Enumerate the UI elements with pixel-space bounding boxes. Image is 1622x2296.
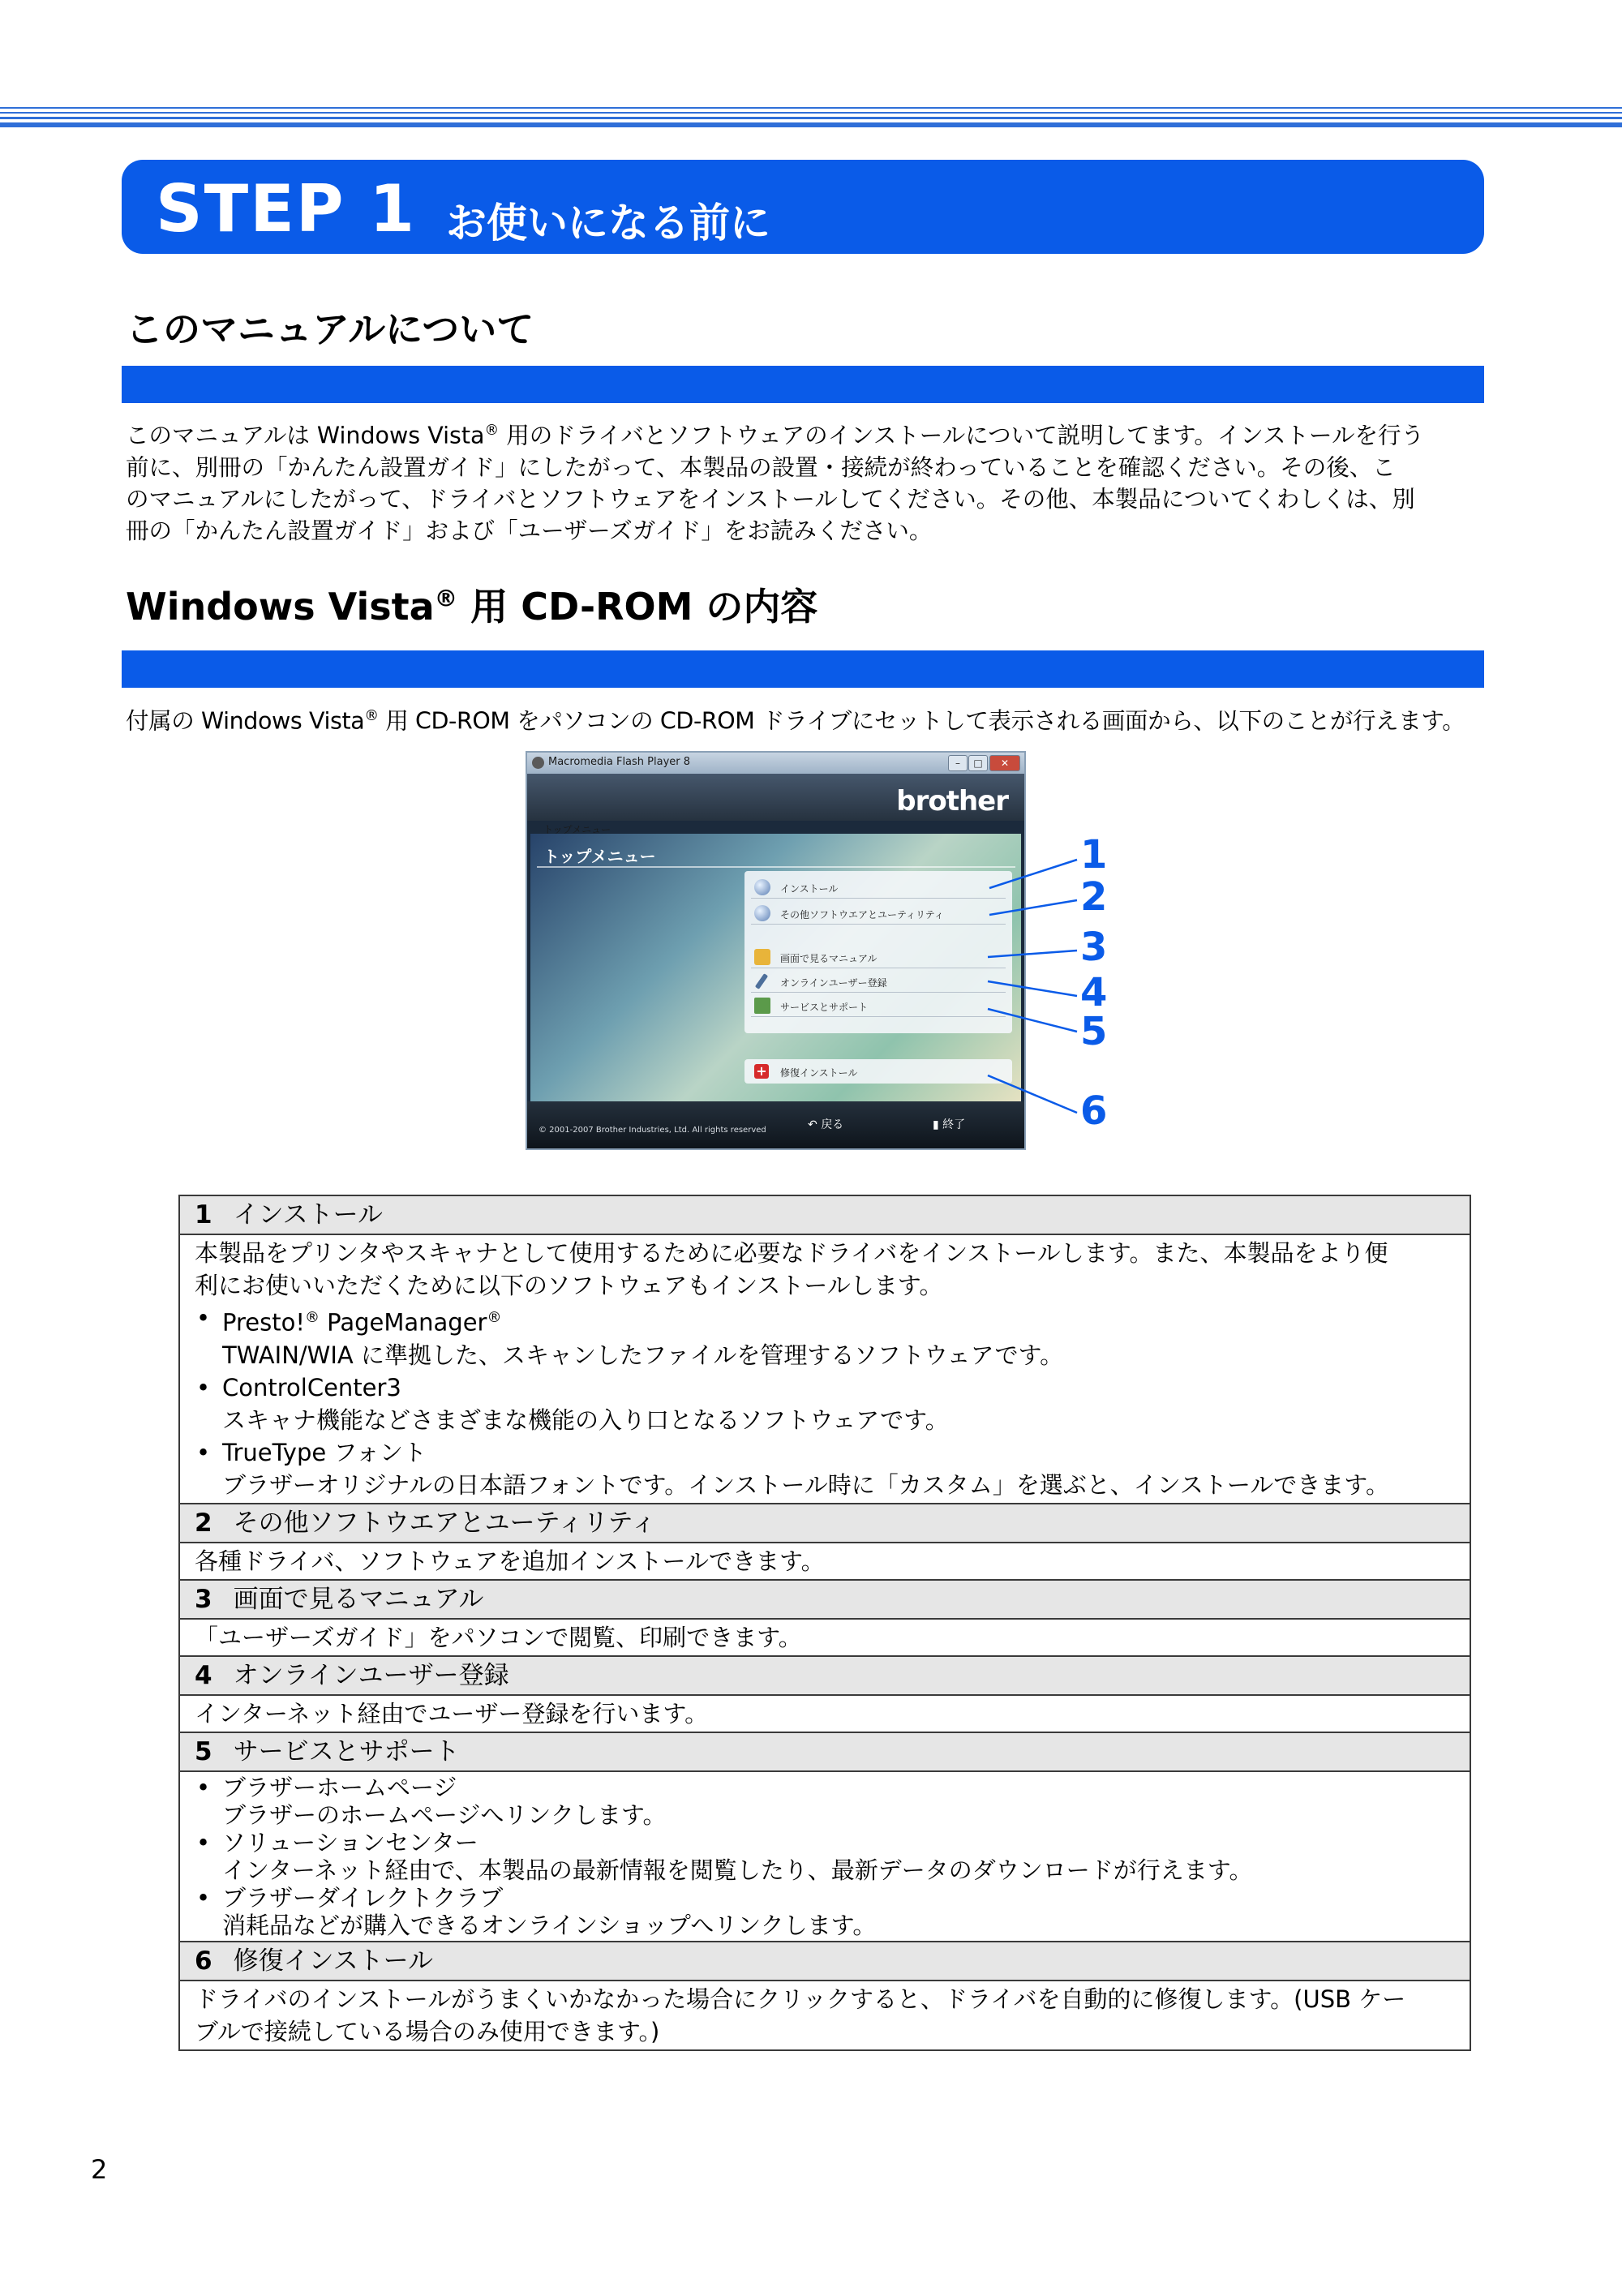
copyright-text: © 2001-2007 Brother Industries, Ltd. All rights reserved <box>539 1126 766 1135</box>
body-line: このマニュアルは Windows Vista® 用のドライバとソフトウェアのインストールについて説明してます。インストールを行う <box>126 422 1424 449</box>
list-item: • ブラザーホームページ <box>195 1774 1455 1801</box>
exit-icon: ▮ <box>933 1118 943 1131</box>
row-title-manual: 画面で見るマニュアル <box>233 1584 484 1614</box>
table-row: 各種ドライバ、ソフトウェアを追加インストールできます。 <box>179 1543 1470 1580</box>
callout-2: 2 <box>1080 874 1108 920</box>
list-item: • TrueType フォント <box>195 1436 1455 1469</box>
menu-item-onscreen-manual[interactable]: 画面で見るマニュアル <box>744 946 1012 968</box>
table-header-row: 3 画面で見るマニュアル <box>179 1580 1470 1619</box>
section-heading-manual: このマニュアルについて <box>126 307 534 351</box>
body-line: 前に、別冊の「かんたん設置ガイド」にしたがって、本製品の設置・接続が終わっていることを確認ください。その後、こ <box>126 453 1396 481</box>
callout-6: 6 <box>1080 1088 1108 1134</box>
minimize-icon[interactable]: – <box>948 755 968 771</box>
table-header-row: 4 オンラインユーザー登録 <box>179 1656 1470 1695</box>
exit-button[interactable]: ▮ 終了 <box>933 1118 966 1131</box>
callout-4: 4 <box>1080 970 1108 1015</box>
menu-title: トップメニュー <box>543 847 656 866</box>
table-header-row: 2 その他ソフトウエアとユーティリティ <box>179 1504 1470 1543</box>
menu-item-install[interactable]: インストール <box>744 876 1012 899</box>
close-icon[interactable]: ✕ <box>989 755 1020 771</box>
menu-item-other-software[interactable]: その他ソフトウエアとユーティリティ <box>744 902 1012 925</box>
body-line: 冊の「かんたん設置ガイド」および「ユーザーズガイド」をお読みください。 <box>126 517 933 544</box>
row-title-repair: 修復インストール <box>233 1946 434 1976</box>
table-row: インターネット経由でユーザー登録を行います。 <box>179 1695 1470 1732</box>
section-heading-cdrom: Windows Vista® 用 CD-ROM の内容 <box>126 585 818 629</box>
table-header-row: 6 修復インストール <box>179 1942 1470 1981</box>
step-title: お使いになる前に <box>446 200 770 247</box>
back-arrow-icon: ↶ <box>808 1118 822 1131</box>
menu-item-service-support[interactable]: サービスとサポート <box>744 994 1012 1017</box>
row-title-registration: オンラインユーザー登録 <box>233 1660 509 1690</box>
table-row: 本製品をプリンタやスキャナとして使用するために必要なドライバをインストールします。また、本製品をより便 利にお使いいただくために以下のソフトウェアもインストールします。 • Presto!® PageManager® TWAIN/WIA に準拠した、スキャンしたファイルを管理するソフトウェアです。 • ControlCenter3 スキャナ機能などさまざまな機能の入り口となるソフトウェアです。 • TrueType フォント ブラザーオリジナルの日本語フォントです。インストール時に「カスタム」を選ぶと、インストールできます。 <box>179 1234 1470 1504</box>
feature-table <box>178 1195 1471 2051</box>
list-item: • ブラザーダイレクトクラブ <box>195 1884 1455 1912</box>
repair-cross-icon: + <box>754 1064 769 1079</box>
list-item: • ControlCenter3 <box>195 1371 1455 1404</box>
table-row: 「ユーザーズガイド」をパソコンで閲覧、印刷できます。 <box>179 1619 1470 1656</box>
step-label: STEP 1 <box>156 171 416 247</box>
breadcrumb: トップメニュー <box>543 824 611 835</box>
callout-3: 3 <box>1080 925 1108 970</box>
page-number: 2 <box>91 2154 108 2185</box>
table-header-row: 1 インストール <box>179 1195 1470 1234</box>
callout-1: 1 <box>1080 832 1108 878</box>
maximize-icon[interactable]: □ <box>968 755 988 771</box>
back-button[interactable]: ↶ 戻る <box>808 1118 844 1131</box>
menu-item-repair-install[interactable]: + 修復インストール <box>744 1059 1012 1084</box>
callout-5: 5 <box>1080 1009 1108 1054</box>
window-title: Macromedia Flash Player 8 <box>548 756 691 768</box>
table-row: • ブラザーホームページ ブラザーのホームページへリンクします。 • ソリューションセンター インターネット経由で、本製品の最新情報を閲覧したり、最新データのダウンロードが行えます。 • ブラザーダイレクトクラブ 消耗品などが購入できるオンラインショップへリンクします。 <box>179 1771 1470 1942</box>
row-title-install: インストール <box>233 1200 384 1230</box>
list-item: • ソリューションセンター <box>195 1829 1455 1856</box>
menu-item-online-registration[interactable]: オンラインユーザー登録 <box>744 970 1012 993</box>
row-title-support: サービスとサポート <box>233 1736 460 1766</box>
row-title-other-software: その他ソフトウエアとユーティリティ <box>233 1508 656 1538</box>
section-body-cdrom: 付属の Windows Vista® 用 CD-ROM をパソコンの CD-ROM ドライブにセットして表示される画面から、以下のことが行えます。 <box>126 707 1465 735</box>
table-header-row: 5 サービスとサポート <box>179 1732 1470 1771</box>
table-row: ドライバのインストールがうまくいかなかった場合にクリックすると、ドライバを自動的に修復します。(USB ケー ブルで接続している場合のみ使用できます。) <box>179 1981 1470 2050</box>
brand-logo: brother <box>896 785 1008 818</box>
body-line: のマニュアルにしたがって、ドライバとソフトウェアをインストールしてください。その他、本製品についてくわしくは、別 <box>126 485 1415 513</box>
list-item: • Presto!® PageManager® <box>195 1302 1455 1339</box>
